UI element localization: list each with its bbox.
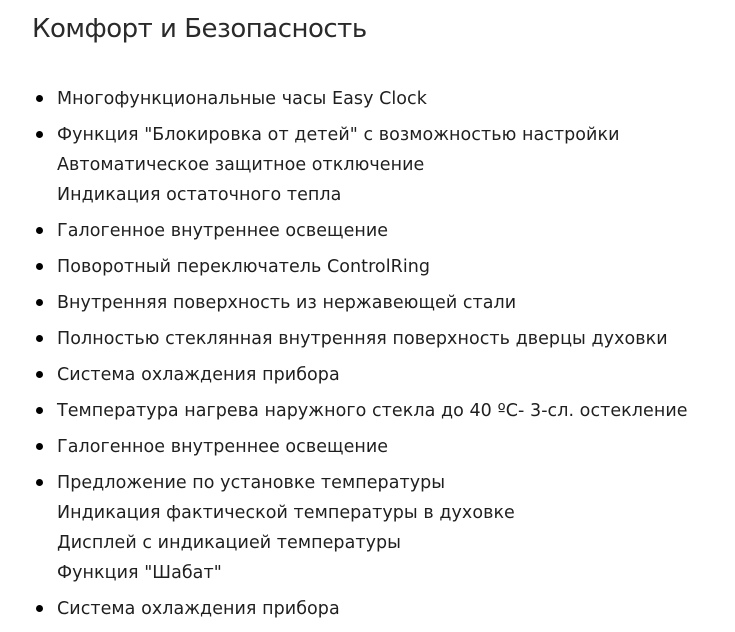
bullet-icon <box>36 227 43 234</box>
bullet-icon <box>36 95 43 102</box>
feature-text: Функция "Блокировка от детей" с возможностью настройки <box>57 125 620 145</box>
bullet-icon <box>36 605 43 612</box>
feature-text: Галогенное внутреннее освещение <box>57 221 389 241</box>
list-item <box>0 324 735 354</box>
feature-text: Система охлаждения прибора <box>57 599 340 619</box>
list-item <box>0 360 735 390</box>
feature-text: Автоматическое защитное отключение <box>57 155 425 175</box>
list-item <box>0 84 735 114</box>
bullet-icon <box>36 407 43 414</box>
feature-text: Предложение по установке температуры <box>57 473 446 493</box>
list-item <box>0 288 735 318</box>
list-item <box>0 468 735 588</box>
list-item <box>0 594 735 624</box>
bullet-icon <box>36 443 43 450</box>
feature-text: Функция "Шабат" <box>57 563 222 583</box>
feature-text: Поворотный переключатель ControlRing <box>57 257 431 277</box>
feature-text: Температура нагрева наружного стекла до 40 ºC- 3-сл. остекление <box>57 401 688 421</box>
bullet-icon <box>36 371 43 378</box>
bullet-icon <box>36 335 43 342</box>
feature-text: Многофункциональные часы Easy Clock <box>57 89 427 109</box>
section-title: Комфорт и Безопасность <box>32 14 367 44</box>
feature-text: Галогенное внутреннее освещение <box>57 437 389 457</box>
feature-text: Система охлаждения прибора <box>57 365 340 385</box>
list-item <box>0 396 735 426</box>
feature-list <box>0 84 735 630</box>
list-item <box>0 432 735 462</box>
bullet-icon <box>36 131 43 138</box>
feature-text: Полностью стеклянная внутренняя поверхность дверцы духовки <box>57 329 668 349</box>
list-item <box>0 216 735 246</box>
feature-text: Индикация фактической температуры в духовке <box>57 503 515 523</box>
feature-text: Индикация остаточного тепла <box>57 185 342 205</box>
feature-text: Дисплей с индикацией температуры <box>57 533 402 553</box>
feature-text: Внутренняя поверхность из нержавеющей стали <box>57 293 517 313</box>
bullet-icon <box>36 479 43 486</box>
bullet-icon <box>36 263 43 270</box>
list-item <box>0 252 735 282</box>
list-item <box>0 120 735 210</box>
bullet-icon <box>36 299 43 306</box>
